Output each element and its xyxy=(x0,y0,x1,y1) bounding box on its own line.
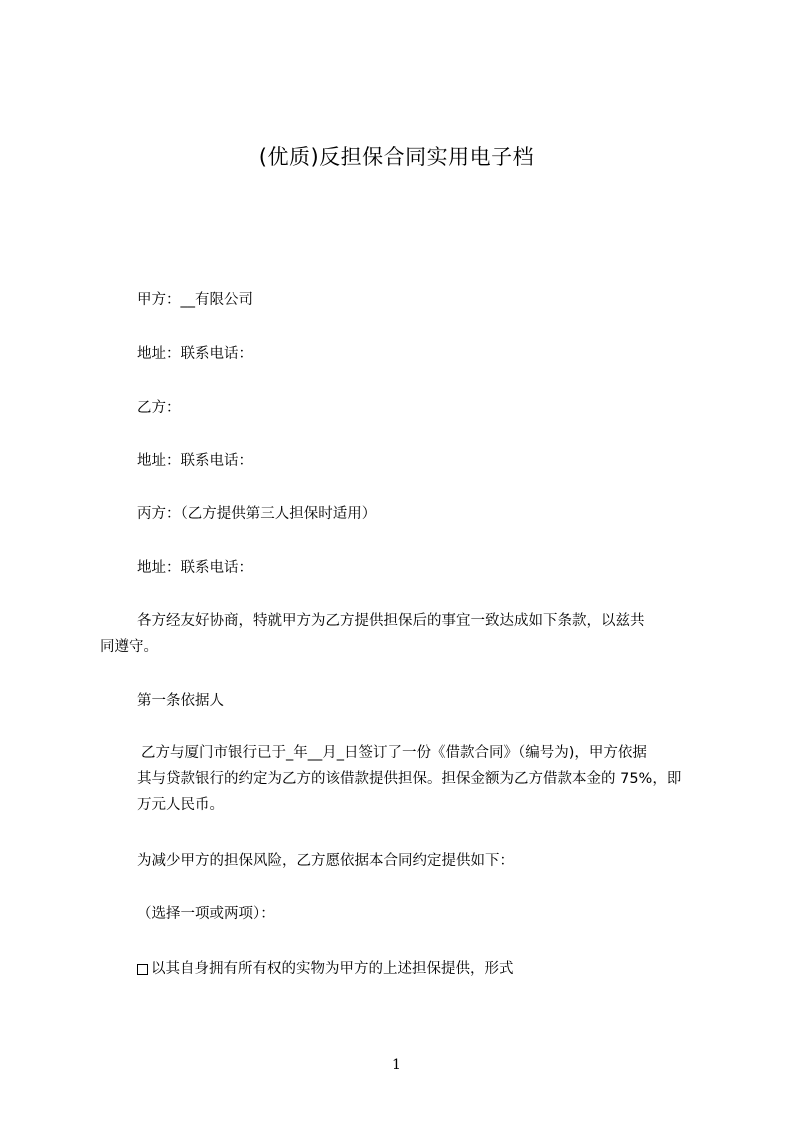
article-1-paragraph xyxy=(100,743,700,815)
intro-line-2: 同遵守。 xyxy=(100,639,158,655)
party-a-address-line: 地址：联系电话： xyxy=(137,346,253,362)
option-1-text: 以其自身拥有所有权的实物为甲方的上述担保提供，形式 xyxy=(151,961,514,977)
page-number: 1 xyxy=(392,1057,401,1073)
party-b-address-line: 地址：联系电话： xyxy=(137,453,253,469)
article-1-line-2: 其与贷款银行的约定为乙方的该借款提供担保。担保金额为乙方借款本金的 75%，即 xyxy=(137,771,682,787)
checkbox-icon[interactable] xyxy=(137,964,148,975)
article-1-line-1: 乙方与厦门市银行已于_年__月_日签订了一份《借款合同》（编号为)，甲方依据 xyxy=(141,745,647,761)
party-c-line: 丙方：（乙方提供第三人担保时适用） xyxy=(137,506,377,522)
party-a-line: 甲方：__有限公司 xyxy=(137,292,253,308)
intro-line-1: 各方经友好协商，特就甲方为乙方提供担保后的事宜一致达成如下条款，以兹共 xyxy=(137,613,645,629)
choose-option-line: （选择一项或两项）： xyxy=(137,906,275,922)
intro-paragraph xyxy=(100,611,700,657)
document-title: (优质)反担保合同实用电子档 xyxy=(258,145,535,169)
party-c-address-line: 地址：联系电话： xyxy=(137,560,253,576)
option-1-line xyxy=(137,959,514,979)
article-1-heading: 第一条依据人 xyxy=(137,693,224,709)
article-1-line-3: 万元人民币。 xyxy=(137,797,224,813)
reduce-risk-line: 为减少甲方的担保风险，乙方愿依据本合同约定提供如下： xyxy=(137,853,514,869)
party-b-line: 乙方： xyxy=(137,400,181,416)
